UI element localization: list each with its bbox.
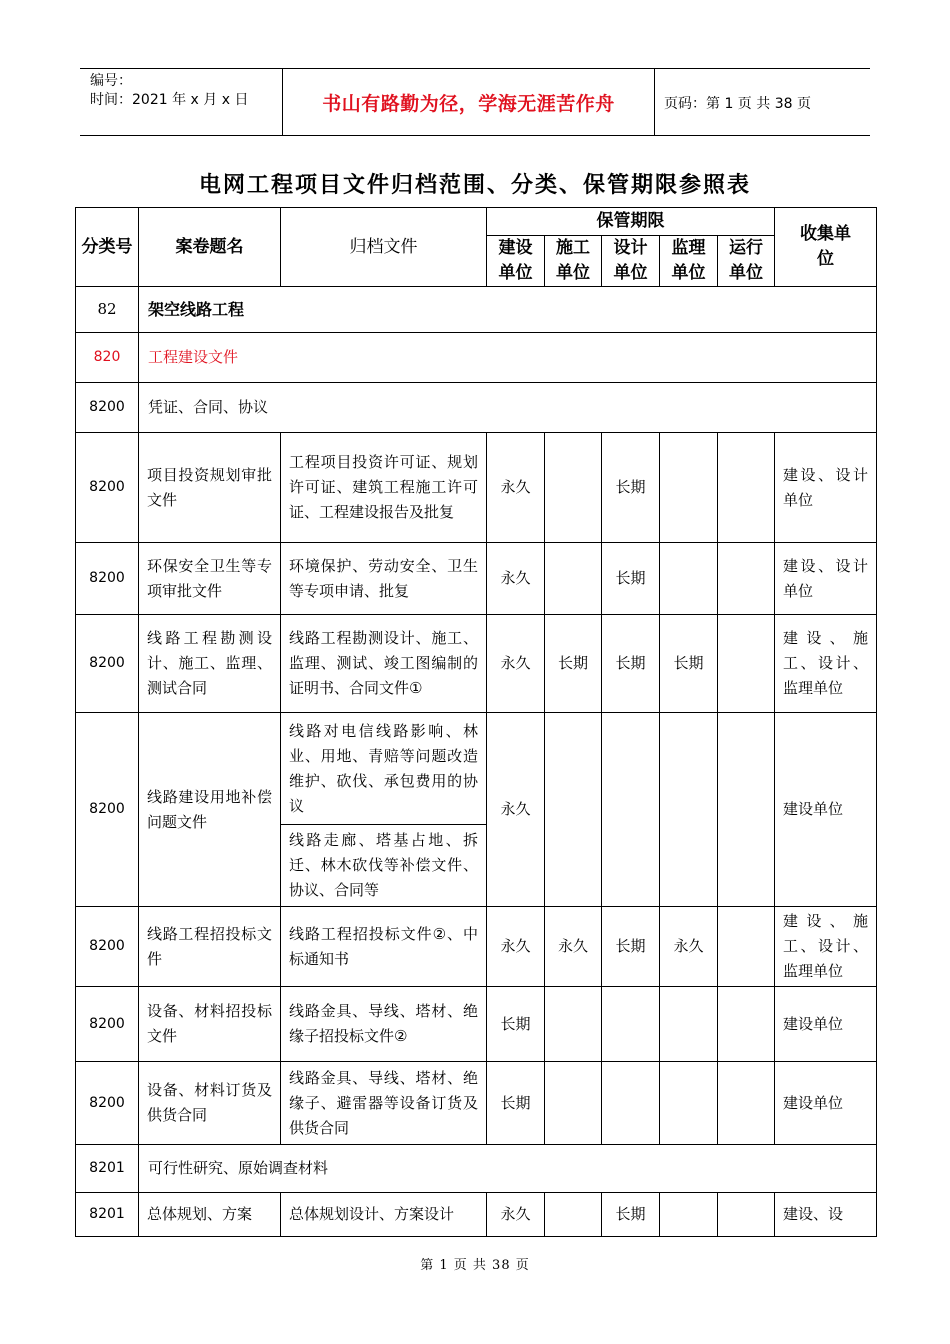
retention-operation [718,433,775,543]
header-motto: 书山有路勤为径，学海无涯苦作舟 [322,92,615,115]
retention-construction: 永久 [487,713,545,907]
col-header-collector: 收集单位 [775,208,877,287]
col-header-retention: 保管期限 [487,208,775,236]
section-name: 架空线路工程 [139,287,877,333]
row-collector: 建设、设 [775,1193,877,1237]
row-title: 设备、材料招投标文件 [139,987,281,1062]
retention-supervision [660,433,718,543]
row-code: 8200 [76,615,139,713]
page-footer: 第 1 页 共 38 页 [420,1258,530,1273]
retention-operation [718,543,775,615]
retention-construction: 永久 [487,543,545,615]
row-title: 线路建设用地补偿问题文件 [139,713,281,907]
section-code: 820 [76,333,139,383]
retention-operation [718,615,775,713]
retention-design: 长期 [602,907,660,987]
retention-design [602,987,660,1062]
col-header-code: 分类号 [76,208,139,287]
row-files-b: 线路走廊、塔基占地、拆迁、林木砍伐等补偿文件、协议、合同等 [281,825,487,907]
row-collector: 建设、施工、设计、监理单位 [775,907,877,987]
retention-builder [545,433,602,543]
section-row [76,1145,877,1193]
row-title: 总体规划、方案 [139,1193,281,1237]
row-collector: 建设、施工、设计、监理单位 [775,615,877,713]
row-files: 工程项目投资许可证、规划许可证、建筑工程施工许可证、工程建设报告及批复 [281,433,487,543]
section-name: 工程建设文件 [139,333,877,383]
retention-builder [545,713,602,907]
retention-operation [718,907,775,987]
table-row [76,907,877,987]
retention-design: 长期 [602,433,660,543]
col-header-case-title: 案卷题名 [139,208,281,287]
col-header-archive-files: 归档文件 [281,208,487,287]
retention-design [602,713,660,907]
section-row [76,333,877,383]
section-code: 8201 [76,1145,139,1193]
retention-supervision: 永久 [660,907,718,987]
row-code: 8200 [76,433,139,543]
row-files: 环境保护、劳动安全、卫生等专项申请、批复 [281,543,487,615]
header-meta [90,72,248,110]
document-title: 电网工程项目文件归档范围、分类、保管期限参照表 [198,173,751,198]
retention-design [602,1062,660,1145]
retention-builder: 长期 [545,615,602,713]
retention-operation [718,987,775,1062]
retention-supervision [660,987,718,1062]
row-title: 项目投资规划审批文件 [139,433,281,543]
retention-builder [545,987,602,1062]
col-header-builder: 施工单位 [545,236,602,287]
retention-construction: 永久 [487,1193,545,1237]
row-title: 设备、材料订货及供货合同 [139,1062,281,1145]
row-collector: 建设单位 [775,1062,877,1145]
retention-builder [545,543,602,615]
row-title: 环保安全卫生等专项审批文件 [139,543,281,615]
section-code: 8200 [76,383,139,433]
row-collector: 建设、设计单位 [775,433,877,543]
retention-builder: 永久 [545,907,602,987]
retention-operation [718,1193,775,1237]
retention-design: 长期 [602,543,660,615]
section-name: 凭证、合同、协议 [139,383,877,433]
header-page-info: 页码：第 1 页 共 38 页 [664,96,811,112]
retention-supervision [660,1193,718,1237]
retention-operation [718,713,775,907]
row-title: 线路工程招投标文件 [139,907,281,987]
row-code: 8201 [76,1193,139,1237]
row-files: 线路对电信线路影响、林业、用地、青赔等问题改造维护、砍伐、承包费用的协议 [281,713,487,825]
row-code: 8200 [76,1062,139,1145]
retention-construction: 永久 [487,615,545,713]
retention-supervision [660,713,718,907]
retention-design: 长期 [602,1193,660,1237]
table-row [76,1062,877,1145]
row-code: 8200 [76,907,139,987]
row-collector: 建设单位 [775,713,877,907]
row-title: 线路工程勘测设计、施工、监理、测试合同 [139,615,281,713]
retention-supervision [660,1062,718,1145]
table-row [76,1193,877,1237]
row-code: 8200 [76,713,139,907]
row-files: 总体规划设计、方案设计 [281,1193,487,1237]
section-code: 82 [76,287,139,333]
retention-construction: 长期 [487,1062,545,1145]
table-row [76,433,877,543]
retention-operation [718,1062,775,1145]
time-label: 时间：2021 年 x 月 x 日 [90,92,249,108]
col-header-supervision: 监理单位 [660,236,718,287]
section-row [76,287,877,333]
table-row [76,987,877,1062]
retention-supervision [660,543,718,615]
row-collector: 建设、设计单位 [775,543,877,615]
retention-design: 长期 [602,615,660,713]
section-name: 可行性研究、原始调查材料 [139,1145,877,1193]
retention-construction: 永久 [487,433,545,543]
col-header-construction: 建设单位 [487,236,545,287]
section-row [76,383,877,433]
header-divider [654,68,655,136]
retention-supervision: 长期 [660,615,718,713]
row-code: 8200 [76,987,139,1062]
row-collector: 建设单位 [775,987,877,1062]
retention-builder [545,1193,602,1237]
table-row [76,713,877,825]
row-files: 线路工程招投标文件②、中标通知书 [281,907,487,987]
row-files: 线路金具、导线、塔材、绝缘子、避雷器等设备订货及供货合同 [281,1062,487,1145]
retention-construction: 永久 [487,907,545,987]
retention-builder [545,1062,602,1145]
col-header-design: 设计单位 [602,236,660,287]
table-row [76,615,877,713]
archive-table [75,207,877,1237]
number-label: 编号： [90,73,132,89]
row-files: 线路工程勘测设计、施工、监理、测试、竣工图编制的证明书、合同文件① [281,615,487,713]
row-files: 线路金具、导线、塔材、绝缘子招投标文件② [281,987,487,1062]
col-header-operation: 运行单位 [718,236,775,287]
table-row [76,543,877,615]
retention-construction: 长期 [487,987,545,1062]
row-code: 8200 [76,543,139,615]
